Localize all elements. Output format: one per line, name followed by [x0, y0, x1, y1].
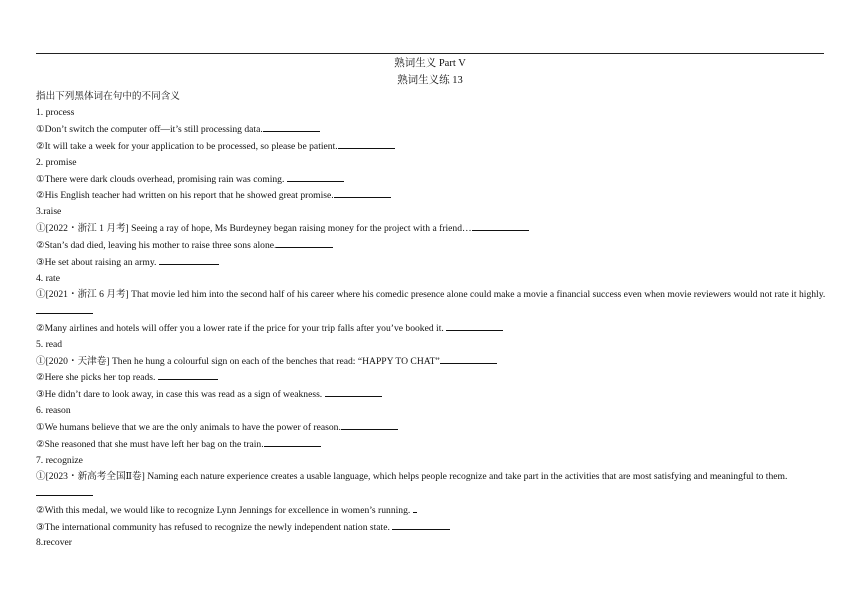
sentence: ②Here she picks her top reads. — [36, 369, 826, 386]
sentence: ②Stan’s dad died, leaving his mother to raise three sons alone. — [36, 237, 826, 254]
item-heading: 4. rate — [36, 272, 60, 284]
page-title: 熟词生义 Part V — [394, 58, 466, 69]
sentence: ③He didn’t dare to look away, in case this was read as a sign of weakness. — [36, 386, 826, 403]
instruction: 指出下列黑体词在句中的不同含义 — [36, 91, 180, 102]
item-heading: 7. recognize — [36, 454, 83, 466]
answer-blank[interactable] — [338, 138, 395, 149]
sentence: ②His English teacher had written on his report that he showed great promise. — [36, 187, 826, 204]
answer-blank[interactable] — [158, 369, 218, 380]
sentence: ②With this medal, we would like to recognize Lynn Jennings for excellence in women’s running. — [36, 502, 826, 519]
sentence: ①[2023・新高考全国Ⅱ卷] Naming each nature experience creates a usable language, which helps people recognize and take part in the activities that are most satisfying and meaningful to them. — [36, 469, 826, 502]
sentence: ②She reasoned that she must have left her bag on the train. — [36, 436, 826, 453]
page-subtitle: 熟词生义练 13 — [397, 75, 463, 86]
item-heading: 6. reason — [36, 405, 71, 417]
answer-blank[interactable] — [276, 237, 333, 248]
answer-blank[interactable] — [334, 187, 391, 198]
answer-blank[interactable] — [36, 303, 93, 314]
item-heading: 1. process — [36, 106, 75, 118]
answer-blank[interactable] — [440, 353, 497, 364]
sentence: ③The international community has refused to recognize the newly independent nation state. — [36, 519, 826, 536]
sentence: ①We humans believe that we are the only animals to have the power of reason. — [36, 419, 826, 436]
answer-blank[interactable] — [446, 320, 503, 331]
answer-blank[interactable] — [36, 485, 93, 496]
header-rule — [36, 53, 824, 54]
item-heading: 3.raise — [36, 206, 62, 218]
sentence: ①[2020・天津卷] Then he hung a colourful sign on each of the benches that read: “HAPPY TO CHAT” — [36, 353, 826, 370]
sentence: ①There were dark clouds overhead, promising rain was coming. — [36, 171, 826, 188]
item-heading: 5. read — [36, 338, 63, 350]
answer-blank[interactable] — [264, 436, 321, 447]
sentence: ①[2022・浙江 1 月考] Seeing a ray of hope, Ms Burdeyney began raising money for the project with a friend… — [36, 220, 826, 237]
answer-blank[interactable] — [263, 121, 320, 132]
sentence: ①[2021・浙江 6 月考] That movie led him into the second half of his career where his comedic presence alone could make a movie a financial success even when movie reviewers would not rate it highly. — [36, 287, 826, 320]
worksheet-content — [36, 89, 826, 551]
answer-blank[interactable] — [413, 502, 417, 513]
sentence: ②Many airlines and hotels will offer you a lower rate if the price for your trip falls after you’ve booked it. — [36, 320, 826, 337]
answer-blank[interactable] — [341, 419, 398, 430]
answer-blank[interactable] — [472, 220, 529, 231]
answer-blank[interactable] — [392, 519, 450, 530]
item-heading: 2. promise — [36, 156, 77, 168]
answer-blank[interactable] — [287, 171, 344, 182]
answer-blank[interactable] — [159, 254, 219, 265]
sentence: ①Don’t switch the computer off—it’s still processing data. — [36, 121, 826, 138]
sentence: ②It will take a week for your application to be processed, so please be patient. — [36, 138, 826, 155]
answer-blank[interactable] — [325, 386, 382, 397]
item-heading: 8.recover — [36, 537, 72, 549]
sentence: ③He set about raising an army. — [36, 254, 826, 271]
